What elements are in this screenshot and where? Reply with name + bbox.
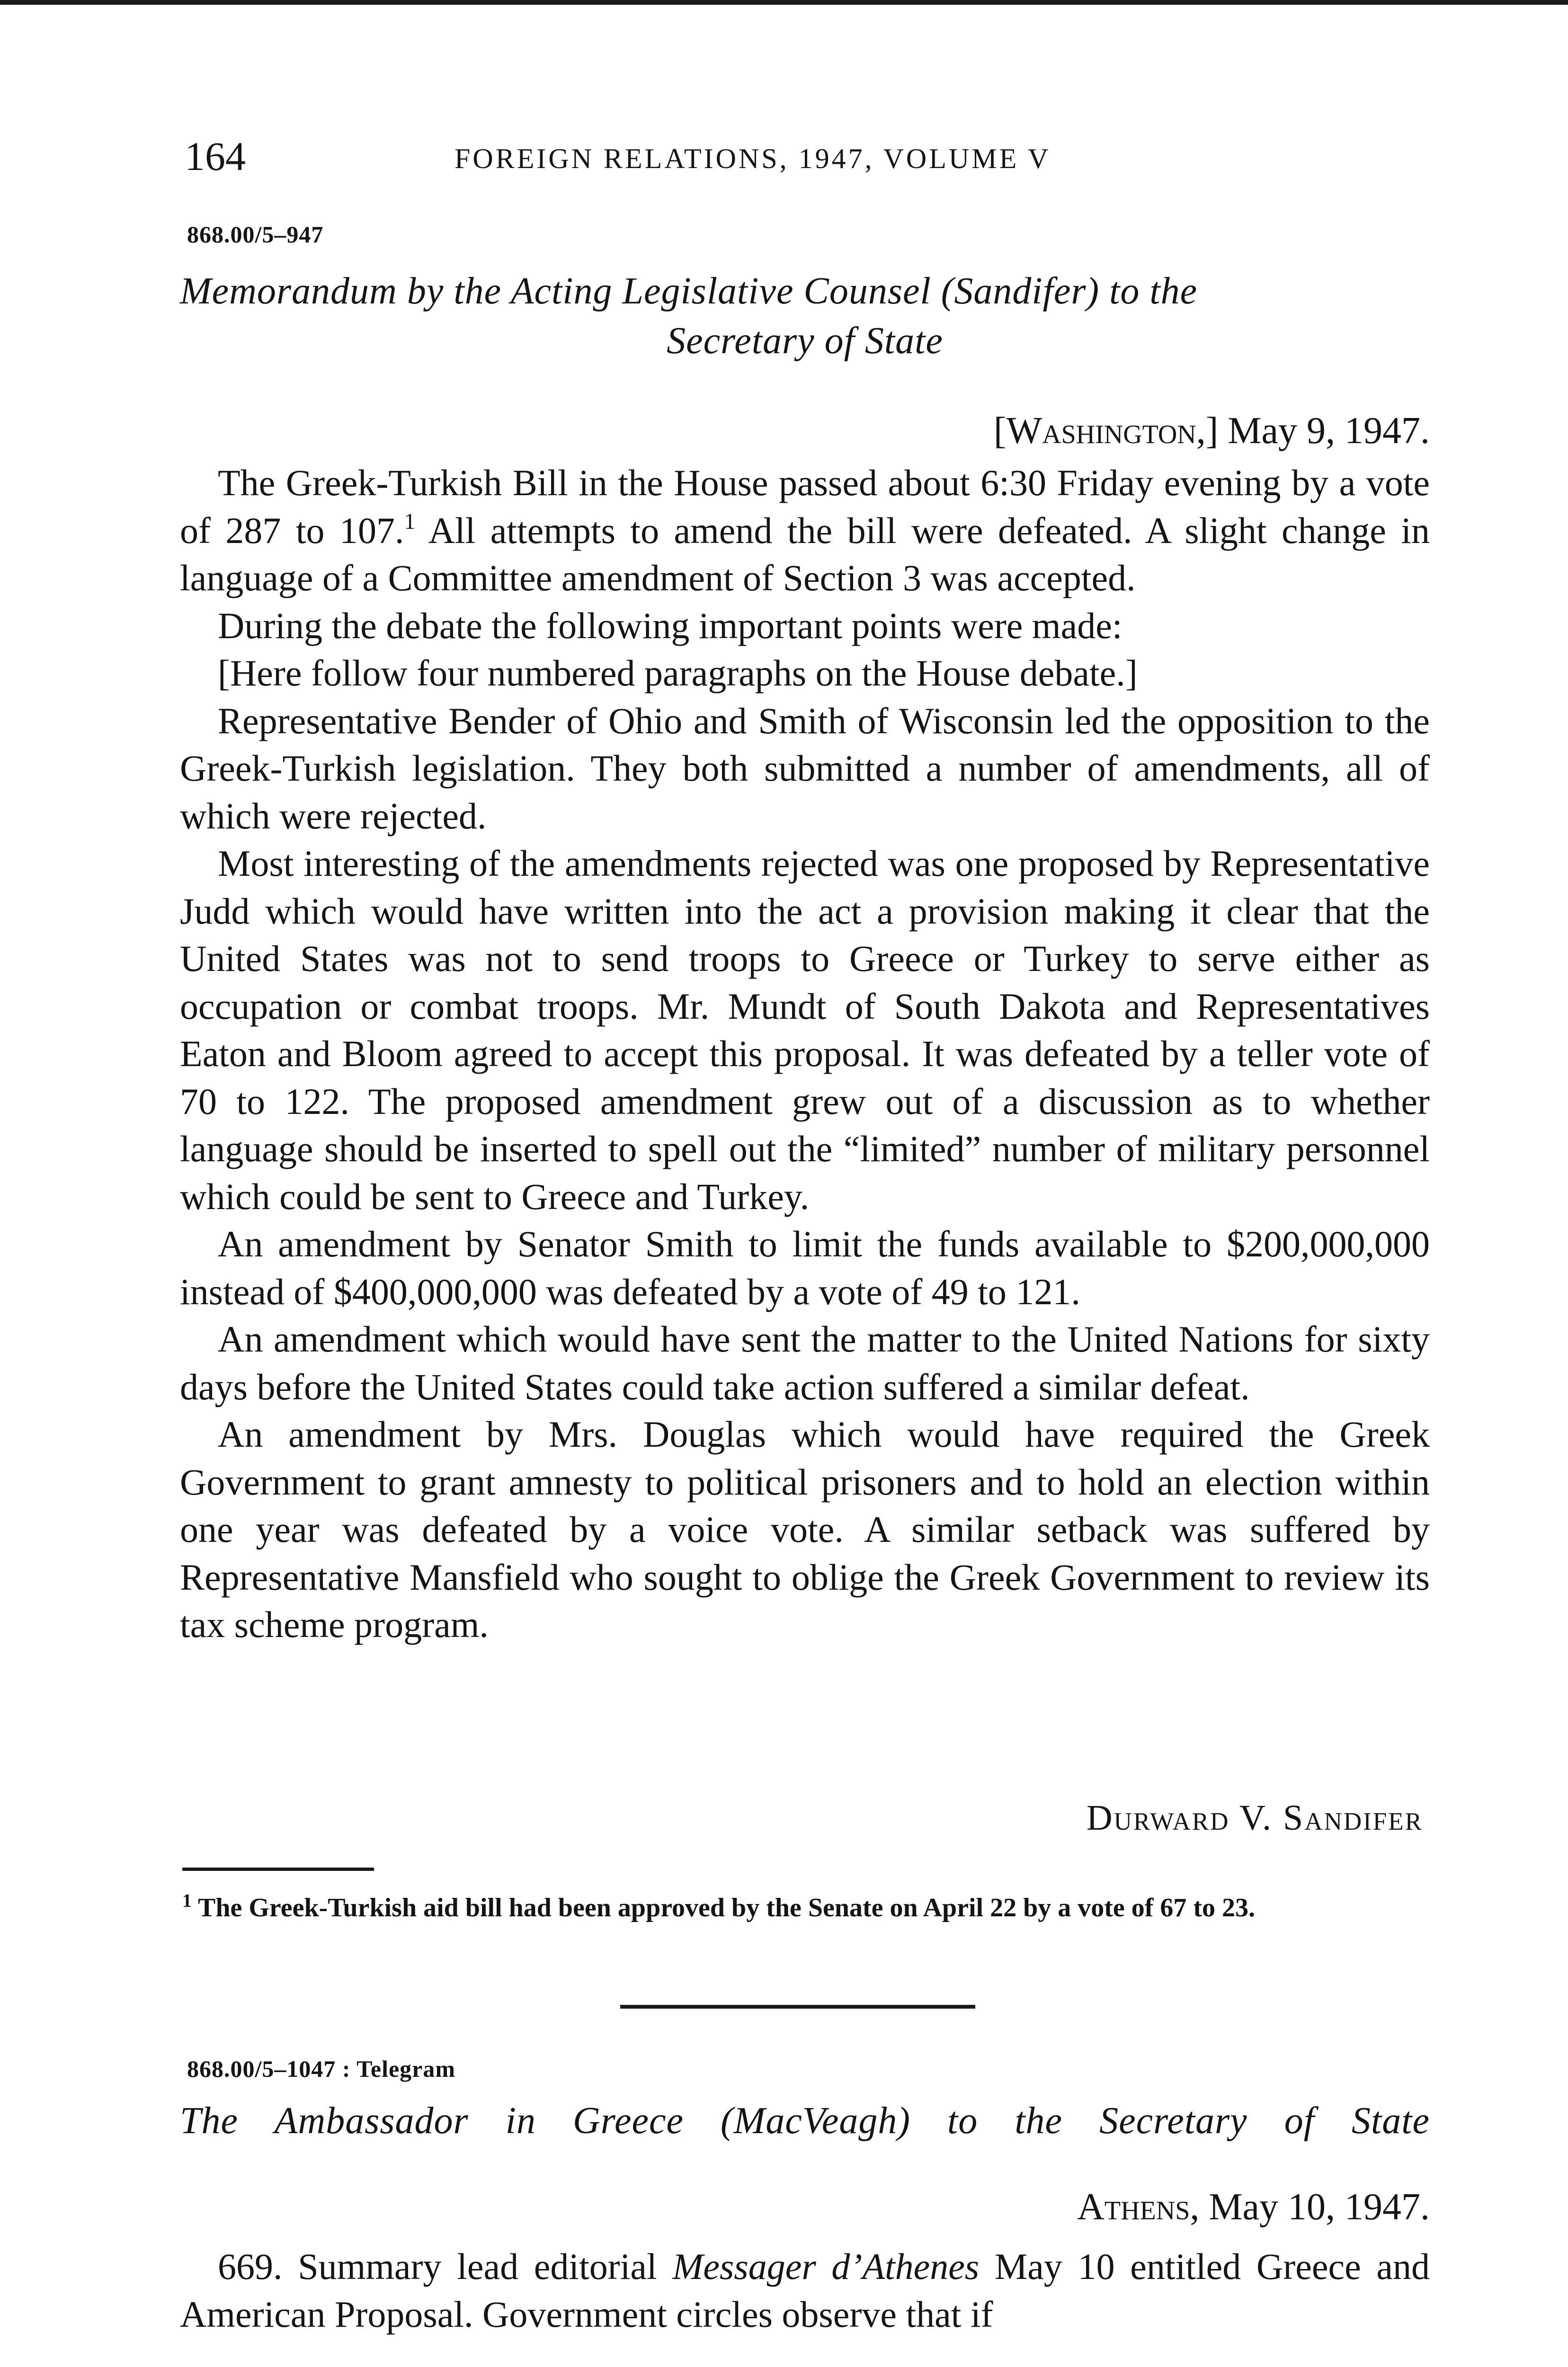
paragraph-1-text-a: The Greek-Turkish Bill in the House passed about 6:30 Friday evening by a vote of 287 to 107.	[180, 462, 1430, 551]
paragraph-1-text-b: All attempts to amend the bill were defeated. A slight change in language of a Committee amendment of Section 3 was accepted.	[180, 509, 1430, 598]
paragraph-7: An amendment which would have sent the matter to the United Nations for sixty days before the United States could take action suffered a similar defeat.	[180, 1318, 1430, 1407]
paragraph-8: An amendment by Mrs. Douglas which would have required the Greek Government to grant amnesty to political prisoners and to hold an election within one year was defeated by a voice vote. A similar setback was suffered by Representative Mansfield who sought to oblige the Greek Government to review its tax scheme program.	[180, 1414, 1430, 1645]
paragraph-4: Representative Bender of Ohio and Smith of Wisconsin led the opposition to the Greek-Turkish legislation. They both submitted a number of amendments, all of which were rejected.	[180, 700, 1430, 836]
doc1-title-line-1: Memorandum by the Acting Legislative Counsel (Sandifer) to the	[180, 270, 1198, 312]
doc1-body	[180, 459, 1430, 1649]
paragraph-2: During the debate the following important points were made:	[218, 605, 1123, 646]
paragraph-5: Most interesting of the amendments rejected was one proposed by Representative Judd which would have written into the act a provision making it clear that the United States was not to send troops to Greece or Turkey to serve either as occupation or combat troops. Mr. Mundt of South Dakota and Representatives Eaton and Bloom agreed to accept this proposal. It was defeated by a teller vote of 70 to 122. The proposed amendment grew out of a discussion as to whether language should be inserted to spell out the “limited” number of military personnel which could be sent to Greece and Turkey.	[180, 843, 1430, 1217]
page-header	[185, 130, 1425, 182]
doc2-paragraph-1-text-a: 669. Summary lead editorial	[218, 2246, 673, 2287]
doc1-date: May 9, 1947.	[1218, 410, 1430, 452]
footnote-ref-1[interactable]: 1	[404, 508, 416, 534]
doc2-paragraph-1-text-b: May 10 entitled Greece and American Proposal. Government circles observe that if	[180, 2246, 1430, 2335]
footnote-rule	[182, 1868, 374, 1871]
place-open-bracket: [	[993, 410, 1007, 452]
place-close: ,]	[1196, 410, 1219, 452]
paragraph-6: An amendment by Senator Smith to limit the funds available to $200,000,000 instead of $400,000,000 was defeated by a vote of 49 to 121.	[180, 1223, 1430, 1312]
footnote-text: The Greek-Turkish aid bill had been approved by the Senate on April 22 by a vote of 67 to 23.	[198, 1893, 1256, 1922]
footnote-marker: 1	[182, 1890, 192, 1911]
document-separator-rule	[620, 2005, 975, 2009]
signature: Durward V. Sandifer	[1086, 1798, 1423, 1838]
running-head: FOREIGN RELATIONS, 1947, VOLUME V	[454, 143, 1051, 174]
doc2-paragraph-1	[180, 2243, 1430, 2338]
top-edge-rule	[0, 0, 1568, 5]
doc2-place-date	[180, 2183, 1430, 2231]
paragraph-1	[180, 459, 1430, 602]
doc2-title: The Ambassador in Greece (MacVeagh) to the Secretary of State	[180, 2100, 1430, 2142]
page-number: 164	[185, 133, 246, 179]
doc2-file-reference: 868.00/5–1047 : Telegram	[187, 2056, 456, 2082]
doc2-place-name: Athens	[1077, 2186, 1190, 2228]
paragraph-3-editorial-note: [Here follow four numbered paragraphs on the House debate.]	[218, 652, 1138, 694]
doc1-file-reference: 868.00/5–947	[187, 221, 324, 248]
doc1-place-date	[180, 407, 1430, 454]
footnote-1	[182, 1886, 1427, 1923]
place-name: Washington	[1006, 410, 1196, 452]
doc2-date: , May 10, 1947.	[1190, 2186, 1430, 2228]
newspaper-title: Messager d’Athenes	[672, 2246, 980, 2287]
doc2-body	[180, 2243, 1430, 2338]
doc1-title-line-2: Secretary of State	[667, 320, 943, 362]
